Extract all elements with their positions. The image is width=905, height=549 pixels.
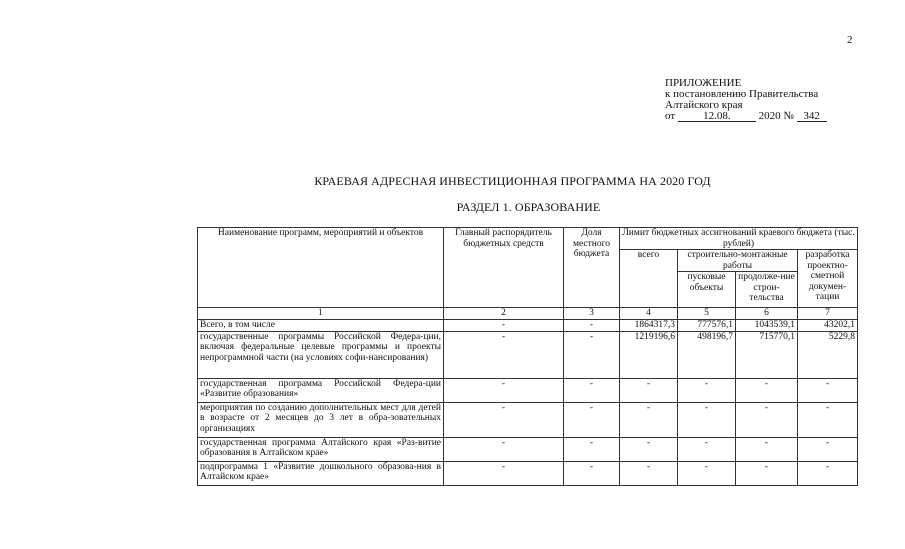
investment-table: [197, 227, 858, 486]
header-name: Наименование программ, мероприятий и объектов: [198, 228, 444, 308]
header-share: Доля местного бюджета: [564, 228, 620, 308]
row-launch: -: [678, 402, 736, 437]
col-number: 3: [564, 308, 620, 320]
table-row: [198, 320, 858, 332]
row-name: мероприятия по созданию дополнительных мест для детей в возрасте от 2 месяцев до 3 лет в обра-зовательных организациях: [198, 402, 444, 437]
row-continued: -: [736, 378, 798, 402]
col-number: 4: [620, 308, 678, 320]
row-name: государственная программа Алтайского края «Раз-витие образования в Алтайском крае»: [198, 437, 444, 461]
column-number-row: [198, 308, 858, 320]
row-continued: -: [736, 461, 798, 485]
header-manager: Главный распорядитель бюджетных средств: [444, 228, 564, 308]
row-share: -: [564, 378, 620, 402]
row-continued: 715770,1: [736, 331, 798, 378]
table-row: [198, 437, 858, 461]
table-row: [198, 402, 858, 437]
row-manager: -: [444, 437, 564, 461]
row-continued: -: [736, 402, 798, 437]
col-number: 1: [198, 308, 444, 320]
row-share: -: [564, 437, 620, 461]
row-name: подпрограмма 1 «Развитие дошкольного образова-ния в Алтайском крае»: [198, 461, 444, 485]
row-launch: 777576,1: [678, 320, 736, 332]
row-launch: 498196,7: [678, 331, 736, 378]
row-share: -: [564, 402, 620, 437]
col-number: 2: [444, 308, 564, 320]
header-limit: Лимит бюджетных ассигнований краевого бюджета (тыс. рублей): [620, 228, 858, 250]
row-name: государственные программы Российской Федера-ции, включая федеральные целевые программы и проекты непрограммной части (на условиях софи-нансирования): [198, 331, 444, 378]
row-total: -: [620, 461, 678, 485]
row-total: 1219196,6: [620, 331, 678, 378]
row-design: -: [798, 437, 858, 461]
number-field: 342: [797, 111, 827, 122]
appendix-resolution: к постановлению Правительства: [665, 88, 819, 100]
row-manager: -: [444, 402, 564, 437]
table-row: [198, 461, 858, 485]
col-number: 7: [798, 308, 858, 320]
row-total: -: [620, 437, 678, 461]
row-design: -: [798, 402, 858, 437]
document-title: КРАЕВАЯ АДРЕСНАЯ ИНВЕСТИЦИОННАЯ ПРОГРАММА НА 2020 ГОД: [314, 174, 711, 188]
row-total: 1864317,3: [620, 320, 678, 332]
header-total: всего: [620, 250, 678, 308]
row-launch: -: [678, 378, 736, 402]
appendix-region: Алтайского края: [665, 99, 743, 111]
row-launch: -: [678, 461, 736, 485]
header-launch: пусковые объекты: [678, 272, 736, 308]
row-manager: -: [444, 320, 564, 332]
row-design: 5229,8: [798, 331, 858, 378]
row-total: -: [620, 378, 678, 402]
row-continued: 1043539,1: [736, 320, 798, 332]
header-design: разработка проектно-сметной докумен-тации: [798, 250, 858, 308]
row-design: -: [798, 461, 858, 485]
from-label: от: [665, 110, 676, 122]
col-number: 5: [678, 308, 736, 320]
date-field: 12.08.: [678, 111, 756, 122]
row-share: -: [564, 331, 620, 378]
appendix-date-line: [665, 111, 827, 122]
row-design: -: [798, 378, 858, 402]
row-share: -: [564, 320, 620, 332]
row-design: 43202,1: [798, 320, 858, 332]
appendix-title: ПРИЛОЖЕНИЕ: [665, 77, 742, 89]
row-manager: -: [444, 331, 564, 378]
row-name: Всего, в том числе: [198, 320, 444, 332]
row-manager: -: [444, 461, 564, 485]
row-total: -: [620, 402, 678, 437]
page-number: 2: [847, 34, 853, 46]
row-launch: -: [678, 437, 736, 461]
col-number: 6: [736, 308, 798, 320]
row-manager: -: [444, 378, 564, 402]
table-row: [198, 331, 858, 378]
year-label: 2020 №: [758, 110, 794, 122]
appendix-block: [665, 78, 827, 122]
header-construction: строительно-монтажные работы: [678, 250, 798, 272]
header-continued: продолже-ние строи-тельства: [736, 272, 798, 308]
table-row: [198, 378, 858, 402]
section-title: РАЗДЕЛ 1. ОБРАЗОВАНИЕ: [456, 200, 601, 214]
row-continued: -: [736, 437, 798, 461]
row-share: -: [564, 461, 620, 485]
row-name: государственная программа Российской Федера-ции «Развитие образования»: [198, 378, 444, 402]
